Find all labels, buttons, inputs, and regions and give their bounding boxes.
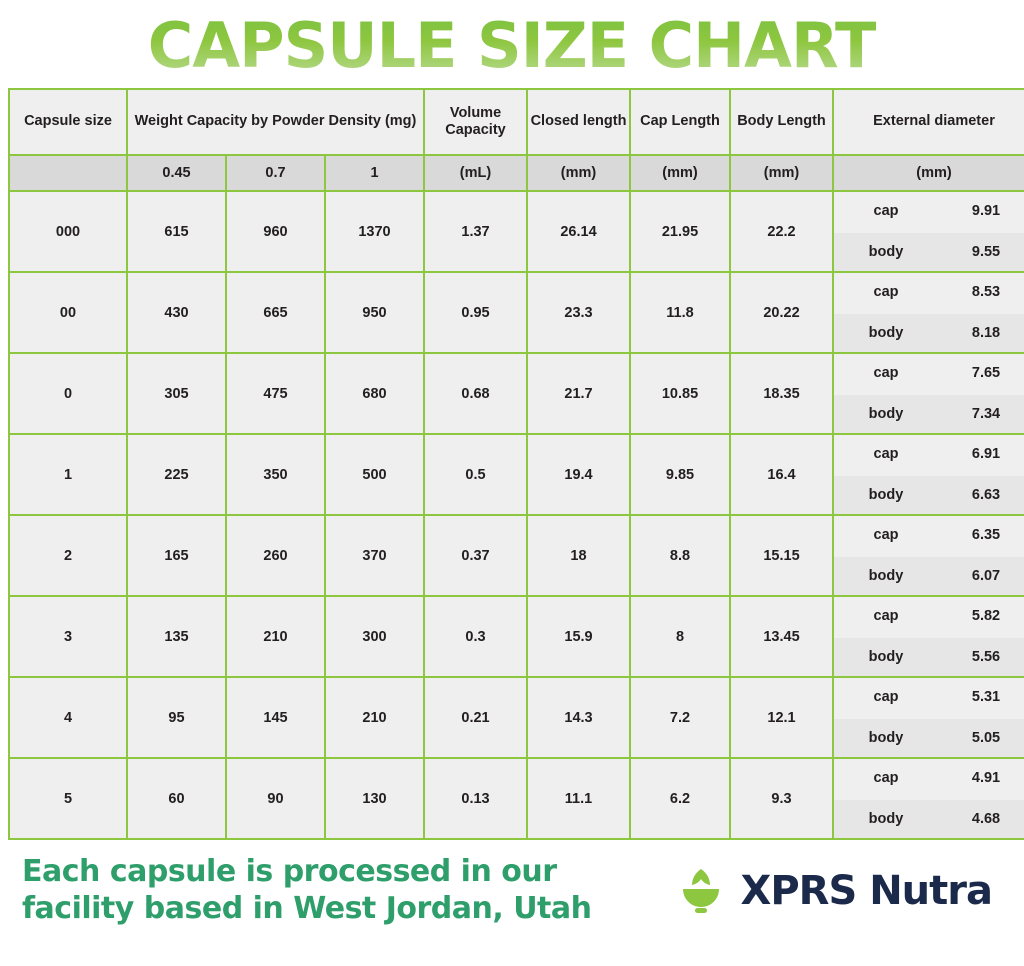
ext-body-label: body	[868, 486, 904, 503]
table-row	[10, 516, 1024, 595]
cell-w045: 305	[128, 354, 225, 433]
cell-closed: 11.1	[528, 759, 629, 838]
ext-body-row	[834, 557, 1024, 596]
cell-size: 000	[10, 192, 126, 271]
ext-body-value: 8.18	[971, 324, 1001, 341]
ext-cap-value: 6.35	[971, 527, 1001, 544]
cell-volume: 0.13	[425, 759, 526, 838]
table-header	[10, 90, 1024, 154]
cell-external	[834, 759, 1024, 838]
cell-body: 22.2	[731, 192, 832, 271]
subheader-density-1: 1	[326, 156, 423, 190]
cell-size: 2	[10, 516, 126, 595]
ext-body-row	[834, 395, 1024, 434]
subheader-body-unit: (mm)	[731, 156, 832, 190]
cell-w07: 210	[227, 597, 324, 676]
cell-w045: 60	[128, 759, 225, 838]
cell-body: 18.35	[731, 354, 832, 433]
cell-closed: 14.3	[528, 678, 629, 757]
table-row	[10, 273, 1024, 352]
header-volume-capacity: Volume Capacity	[425, 90, 526, 154]
cell-external	[834, 516, 1024, 595]
ext-cap-label: cap	[873, 446, 899, 463]
cell-cap: 9.85	[631, 435, 729, 514]
cell-volume: 0.3	[425, 597, 526, 676]
ext-cap-row	[834, 192, 1024, 231]
ext-body-value: 9.55	[971, 243, 1001, 260]
cell-size: 5	[10, 759, 126, 838]
cell-size: 4	[10, 678, 126, 757]
cell-w07: 145	[227, 678, 324, 757]
cell-external	[834, 597, 1024, 676]
cell-w07: 260	[227, 516, 324, 595]
cell-w07: 475	[227, 354, 324, 433]
ext-body-label: body	[868, 567, 904, 584]
subheader-closed-unit: (mm)	[528, 156, 629, 190]
header-closed-length: Closed length	[528, 90, 629, 154]
cell-body: 16.4	[731, 435, 832, 514]
cell-w045: 615	[128, 192, 225, 271]
ext-body-value: 6.07	[971, 567, 1001, 584]
table-body	[10, 156, 1024, 838]
ext-body-label: body	[868, 648, 904, 665]
cell-w1: 500	[326, 435, 423, 514]
ext-cap-row	[834, 516, 1024, 555]
header-weight-capacity: Weight Capacity by Powder Density (mg)	[128, 90, 423, 154]
cell-w1: 1370	[326, 192, 423, 271]
cell-body: 20.22	[731, 273, 832, 352]
cell-volume: 0.95	[425, 273, 526, 352]
ext-cap-label: cap	[873, 365, 899, 382]
subheader-density-045: 0.45	[128, 156, 225, 190]
ext-cap-label: cap	[873, 284, 899, 301]
table-row	[10, 759, 1024, 838]
cell-w1: 300	[326, 597, 423, 676]
ext-cap-row	[834, 354, 1024, 393]
ext-body-label: body	[868, 405, 904, 422]
cell-volume: 0.68	[425, 354, 526, 433]
capsule-size-table	[8, 88, 1024, 840]
cell-closed: 18	[528, 516, 629, 595]
cell-w1: 130	[326, 759, 423, 838]
brand-name: XPRS Nutra	[740, 867, 992, 914]
cell-w07: 90	[227, 759, 324, 838]
cell-external	[834, 273, 1024, 352]
cell-w1: 950	[326, 273, 423, 352]
header-cap-length: Cap Length	[631, 90, 729, 154]
ext-cap-value: 8.53	[971, 284, 1001, 301]
cell-volume: 0.21	[425, 678, 526, 757]
ext-body-row	[834, 314, 1024, 353]
ext-cap-row	[834, 678, 1024, 717]
ext-body-row	[834, 719, 1024, 758]
table-header-row	[10, 90, 1024, 154]
subheader-blank	[10, 156, 126, 190]
ext-body-label: body	[868, 324, 904, 341]
ext-cap-value: 9.91	[971, 203, 1001, 220]
cell-cap: 10.85	[631, 354, 729, 433]
footer	[0, 840, 1024, 927]
cell-body: 9.3	[731, 759, 832, 838]
cell-cap: 8.8	[631, 516, 729, 595]
cell-w1: 680	[326, 354, 423, 433]
ext-cap-value: 7.65	[971, 365, 1001, 382]
table-row	[10, 192, 1024, 271]
footer-tagline: Each capsule is processed in our facility based in West Jordan, Utah	[22, 854, 592, 926]
ext-body-value: 6.63	[971, 486, 1001, 503]
ext-cap-label: cap	[873, 203, 899, 220]
cell-external	[834, 435, 1024, 514]
cell-external	[834, 678, 1024, 757]
ext-cap-label: cap	[873, 527, 899, 544]
ext-cap-row	[834, 759, 1024, 798]
cell-w1: 210	[326, 678, 423, 757]
cell-cap: 21.95	[631, 192, 729, 271]
cell-external	[834, 192, 1024, 271]
cell-volume: 0.37	[425, 516, 526, 595]
ext-cap-label: cap	[873, 608, 899, 625]
cell-body: 15.15	[731, 516, 832, 595]
page-title-container	[0, 0, 1024, 88]
cell-w045: 430	[128, 273, 225, 352]
cell-closed: 21.7	[528, 354, 629, 433]
ext-body-value: 5.56	[971, 648, 1001, 665]
subheader-cap-unit: (mm)	[631, 156, 729, 190]
leaf-mortar-icon	[673, 863, 729, 919]
ext-body-label: body	[868, 729, 904, 746]
cell-closed: 23.3	[528, 273, 629, 352]
cell-volume: 1.37	[425, 192, 526, 271]
ext-cap-value: 5.31	[971, 689, 1001, 706]
cell-closed: 19.4	[528, 435, 629, 514]
table-row	[10, 354, 1024, 433]
ext-cap-value: 4.91	[971, 770, 1001, 787]
cell-w07: 350	[227, 435, 324, 514]
cell-w07: 665	[227, 273, 324, 352]
cell-size: 00	[10, 273, 126, 352]
ext-cap-label: cap	[873, 689, 899, 706]
table-row	[10, 435, 1024, 514]
cell-w07: 960	[227, 192, 324, 271]
subheader-density-07: 0.7	[227, 156, 324, 190]
table-row	[10, 597, 1024, 676]
ext-body-row	[834, 638, 1024, 677]
page-title: CAPSULE SIZE CHART	[147, 9, 877, 82]
ext-body-value: 5.05	[971, 729, 1001, 746]
ext-body-value: 7.34	[971, 405, 1001, 422]
ext-cap-row	[834, 435, 1024, 474]
cell-size: 0	[10, 354, 126, 433]
table-row	[10, 678, 1024, 757]
cell-external	[834, 354, 1024, 433]
table-subheader-row	[10, 156, 1024, 190]
ext-cap-value: 6.91	[971, 446, 1001, 463]
ext-body-row	[834, 233, 1024, 272]
ext-body-row	[834, 476, 1024, 515]
cell-w045: 95	[128, 678, 225, 757]
cell-w045: 135	[128, 597, 225, 676]
cell-body: 13.45	[731, 597, 832, 676]
header-body-length: Body Length	[731, 90, 832, 154]
ext-cap-row	[834, 597, 1024, 636]
cell-size: 3	[10, 597, 126, 676]
cell-cap: 7.2	[631, 678, 729, 757]
ext-cap-row	[834, 273, 1024, 312]
chart-table-container	[8, 88, 1016, 840]
header-external-diameter: External diameter	[834, 90, 1024, 154]
cell-volume: 0.5	[425, 435, 526, 514]
cell-cap: 8	[631, 597, 729, 676]
subheader-volume-unit: (mL)	[425, 156, 526, 190]
ext-body-label: body	[868, 810, 904, 827]
header-capsule-size: Capsule size	[10, 90, 126, 154]
brand-logo	[673, 863, 1002, 919]
cell-closed: 26.14	[528, 192, 629, 271]
ext-body-value: 4.68	[971, 810, 1001, 827]
ext-cap-label: cap	[873, 770, 899, 787]
cell-w045: 165	[128, 516, 225, 595]
cell-closed: 15.9	[528, 597, 629, 676]
subheader-external-unit: (mm)	[834, 156, 1024, 190]
cell-size: 1	[10, 435, 126, 514]
ext-cap-value: 5.82	[971, 608, 1001, 625]
ext-body-label: body	[868, 243, 904, 260]
cell-cap: 11.8	[631, 273, 729, 352]
cell-body: 12.1	[731, 678, 832, 757]
cell-w045: 225	[128, 435, 225, 514]
ext-body-row	[834, 800, 1024, 839]
cell-cap: 6.2	[631, 759, 729, 838]
cell-w1: 370	[326, 516, 423, 595]
